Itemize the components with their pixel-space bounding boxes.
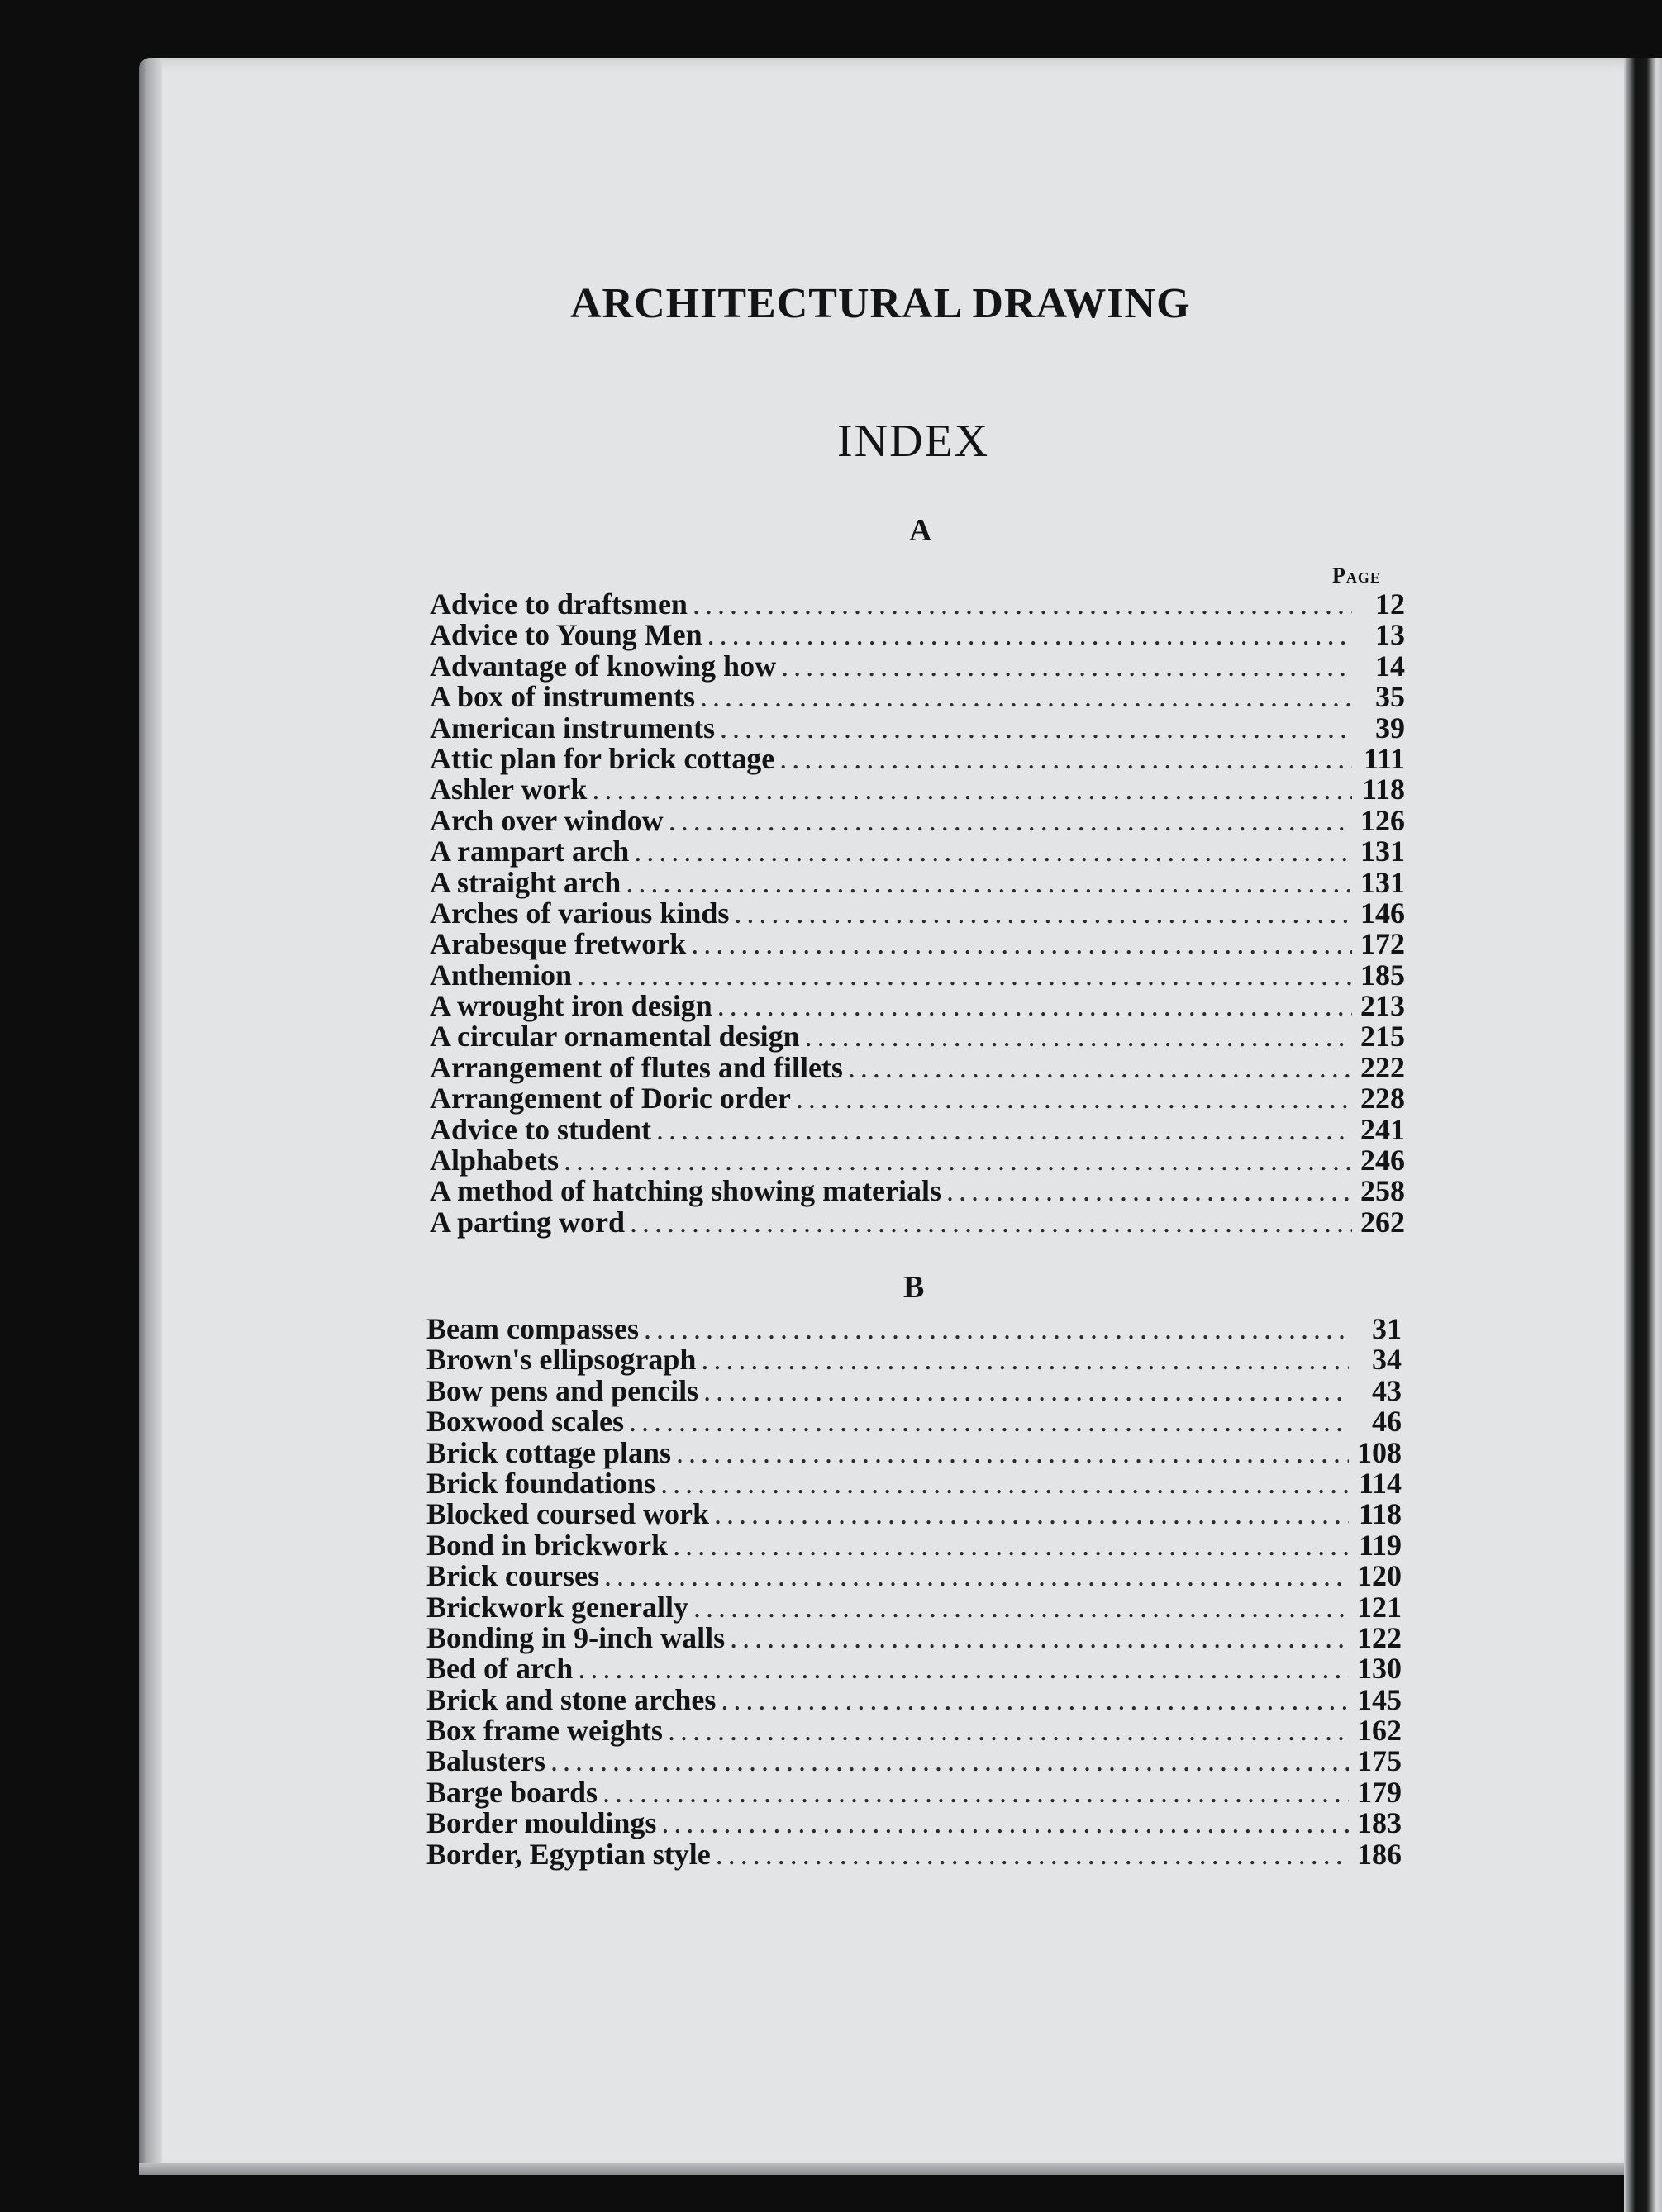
index-list-b [426,1314,1402,1870]
book-gutter [1624,58,1662,2212]
dot-leader [730,1623,1349,1653]
dot-leader [626,868,1352,898]
index-entry-label: Balusters [426,1744,545,1778]
dot-leader [550,1746,1349,1777]
index-entry [430,803,1405,837]
dot-leader [734,898,1352,929]
index-entry-label: Advice to draftsmen [430,587,688,621]
dot-leader [592,774,1352,805]
index-entry-label: Anthemion [430,958,573,992]
index-entry-label: Bond in brickwork [426,1528,669,1562]
index-entry-label: Border, Egyptian style [426,1837,711,1871]
index-entry-label: Arrangement of flutes and fillets [430,1050,843,1084]
index-entry-label: A parting word [430,1205,626,1239]
index-entry-page-number: 111 [1363,741,1405,775]
index-entry-label: A circular ornamental design [430,1020,800,1054]
dot-leader [656,1115,1352,1145]
index-entry-page-number: 246 [1360,1144,1405,1177]
index-entry-page-number: 108 [1357,1435,1402,1469]
index-entry-page-number: 179 [1357,1775,1402,1809]
dot-leader [779,744,1352,774]
index-entry [426,1314,1402,1344]
dot-leader [781,651,1352,682]
index-entry-label: A rampart arch [430,835,630,868]
index-entry [426,1468,1402,1499]
page-left-edge [139,58,162,2173]
index-entry-page-number: 215 [1360,1020,1405,1054]
index-entry-label: A wrought iron design [430,989,712,1023]
dot-leader [701,1344,1349,1375]
index-entry-page-number: 131 [1360,835,1405,868]
index-entry-label: Alphabets [430,1144,560,1177]
dot-leader [714,1499,1349,1529]
index-heading: INDEX [837,416,990,467]
index-entry [426,1344,1402,1375]
index-entry-label: Arch over window [430,803,664,837]
index-entry-label: Arrangement of Doric order [430,1082,791,1116]
index-entry [426,1561,1402,1591]
section-letter-b: B [903,1270,925,1305]
index-entry [430,589,1405,620]
index-entry-page-number: 228 [1360,1082,1405,1116]
index-entry-page-number: 35 [1375,680,1405,714]
index-entry-page-number: 145 [1357,1682,1402,1716]
index-entry-page-number: 121 [1357,1590,1402,1624]
dot-leader [700,682,1352,712]
dot-leader [578,1653,1349,1684]
index-entry [426,1406,1402,1437]
index-entry-page-number: 130 [1357,1652,1402,1686]
index-entry-label: Bonding in 9-inch walls [426,1620,726,1654]
index-entry-page-number: 12 [1375,587,1405,621]
index-entry-label: Arabesque fretwork [430,927,687,961]
index-entry [430,991,1405,1021]
index-entry [426,1435,1402,1469]
dot-leader [604,1561,1349,1591]
dot-leader [661,1808,1349,1839]
index-entry [426,1530,1402,1561]
index-entry-label: Attic plan for brick cottage [430,741,775,775]
index-entry [430,1145,1405,1176]
index-entry-page-number: 39 [1375,711,1405,744]
index-entry-page-number: 118 [1361,773,1405,806]
index-entry [430,898,1405,929]
dot-leader [602,1777,1349,1808]
index-entry-page-number: 46 [1372,1405,1402,1439]
index-entry-page-number: 122 [1357,1620,1402,1654]
index-entry [430,865,1405,899]
index-entry-label: American instruments [430,711,715,744]
dot-leader [946,1176,1352,1206]
index-entry [426,1592,1402,1623]
index-entry [430,1112,1405,1146]
dot-leader [676,1438,1349,1468]
index-entry-label: Advice to Young Men [430,618,702,652]
index-entry-page-number: 262 [1360,1205,1405,1239]
index-entry-label: Bow pens and pencils [426,1373,699,1407]
index-entry-label: A method of hatching showing materials [430,1174,942,1208]
index-entry [430,929,1405,959]
index-entry [430,741,1405,775]
dot-leader [693,589,1352,620]
index-entry-page-number: 118 [1358,1497,1402,1531]
dot-leader [796,1083,1352,1114]
dot-leader [564,1145,1352,1176]
book-title: ARCHITECTURAL DRAWING [570,280,1191,327]
index-entry [430,1176,1405,1206]
index-entry-page-number: 183 [1357,1806,1402,1840]
dot-leader [805,1021,1352,1052]
index-entry [426,1777,1402,1808]
dot-leader [673,1530,1349,1561]
index-entry-page-number: 14 [1375,649,1405,683]
dot-leader [577,960,1352,991]
index-entry-label: Brick foundations [426,1466,656,1500]
index-entry-label: Border mouldings [426,1806,657,1840]
dot-leader [629,1406,1349,1437]
index-entry-label: Barge boards [426,1775,598,1809]
index-entry-page-number: 34 [1372,1343,1402,1377]
index-entry [430,774,1405,805]
dot-leader [716,1839,1349,1870]
dot-leader [717,991,1352,1021]
index-entry [426,1682,1402,1716]
index-entry-label: Brown's ellipsograph [426,1343,697,1377]
index-entry-label: Brickwork generally [426,1590,688,1624]
index-entry [430,651,1405,682]
dot-leader [634,836,1352,867]
index-entry [430,1021,1405,1052]
dot-leader [669,806,1352,836]
index-entry-page-number: 31 [1372,1312,1402,1345]
dot-leader [644,1314,1349,1344]
index-entry-page-number: 241 [1360,1112,1405,1146]
index-entry [426,1839,1402,1870]
page-column-label: Page [1332,564,1381,587]
index-entry [430,620,1405,650]
index-entry-label: Brick and stone arches [426,1682,717,1716]
index-entry [426,1620,1402,1654]
index-entry-page-number: 185 [1360,958,1405,992]
dot-leader [848,1053,1352,1083]
dot-leader [660,1468,1349,1499]
index-entry-label: Beam compasses [426,1312,639,1345]
section-letter-a: A [909,513,932,548]
index-entry [430,682,1405,712]
index-entry [430,836,1405,867]
index-entry [430,1207,1405,1238]
index-entry [426,1746,1402,1777]
index-entry-label: Blocked coursed work [426,1497,709,1531]
index-entry [426,1499,1402,1529]
index-entry-page-number: 43 [1372,1373,1402,1407]
index-entry [430,960,1405,991]
index-entry [426,1373,1402,1407]
dot-leader [630,1207,1352,1238]
index-list-a [430,589,1405,1238]
index-entry-page-number: 222 [1360,1050,1405,1084]
index-entry [430,1050,1405,1084]
index-entry [430,713,1405,744]
index-entry-page-number: 175 [1357,1744,1402,1778]
dot-leader [691,929,1352,959]
dot-leader [703,1376,1349,1406]
index-entry-page-number: 114 [1358,1466,1402,1500]
index-entry-page-number: 146 [1360,896,1405,930]
index-entry-label: Bed of arch [426,1652,574,1686]
index-entry-page-number: 119 [1358,1528,1402,1562]
index-entry-page-number: 131 [1360,865,1405,899]
index-entry-label: A box of instruments [430,680,696,714]
index-entry-page-number: 13 [1375,618,1405,652]
index-entry-page-number: 172 [1360,927,1405,961]
page-bottom-edge [139,2163,1635,2175]
dot-leader [721,1685,1349,1715]
dot-leader [668,1715,1349,1746]
index-entry-page-number: 126 [1360,803,1405,837]
index-entry-page-number: 120 [1357,1559,1402,1593]
index-entry-label: Box frame weights [426,1714,663,1748]
index-entry-label: Advantage of knowing how [430,649,777,683]
index-entry [426,1808,1402,1839]
index-entry-label: Advice to student [430,1112,651,1146]
index-entry-page-number: 258 [1360,1174,1405,1208]
dot-leader [707,620,1352,650]
dot-leader [693,1592,1349,1623]
index-entry-page-number: 213 [1360,989,1405,1023]
index-entry-label: Arches of various kinds [430,896,730,930]
index-entry-label: Boxwood scales [426,1405,625,1439]
index-entry-page-number: 162 [1357,1714,1402,1748]
index-entry-label: Brick cottage plans [426,1435,671,1469]
index-entry [426,1653,1402,1684]
index-entry [430,1083,1405,1114]
dot-leader [720,713,1352,744]
index-entry-label: Ashler work [430,773,588,806]
index-entry-page-number: 186 [1357,1837,1402,1871]
index-entry [426,1715,1402,1746]
index-entry-label: A straight arch [430,865,621,899]
index-entry-label: Brick courses [426,1559,599,1593]
